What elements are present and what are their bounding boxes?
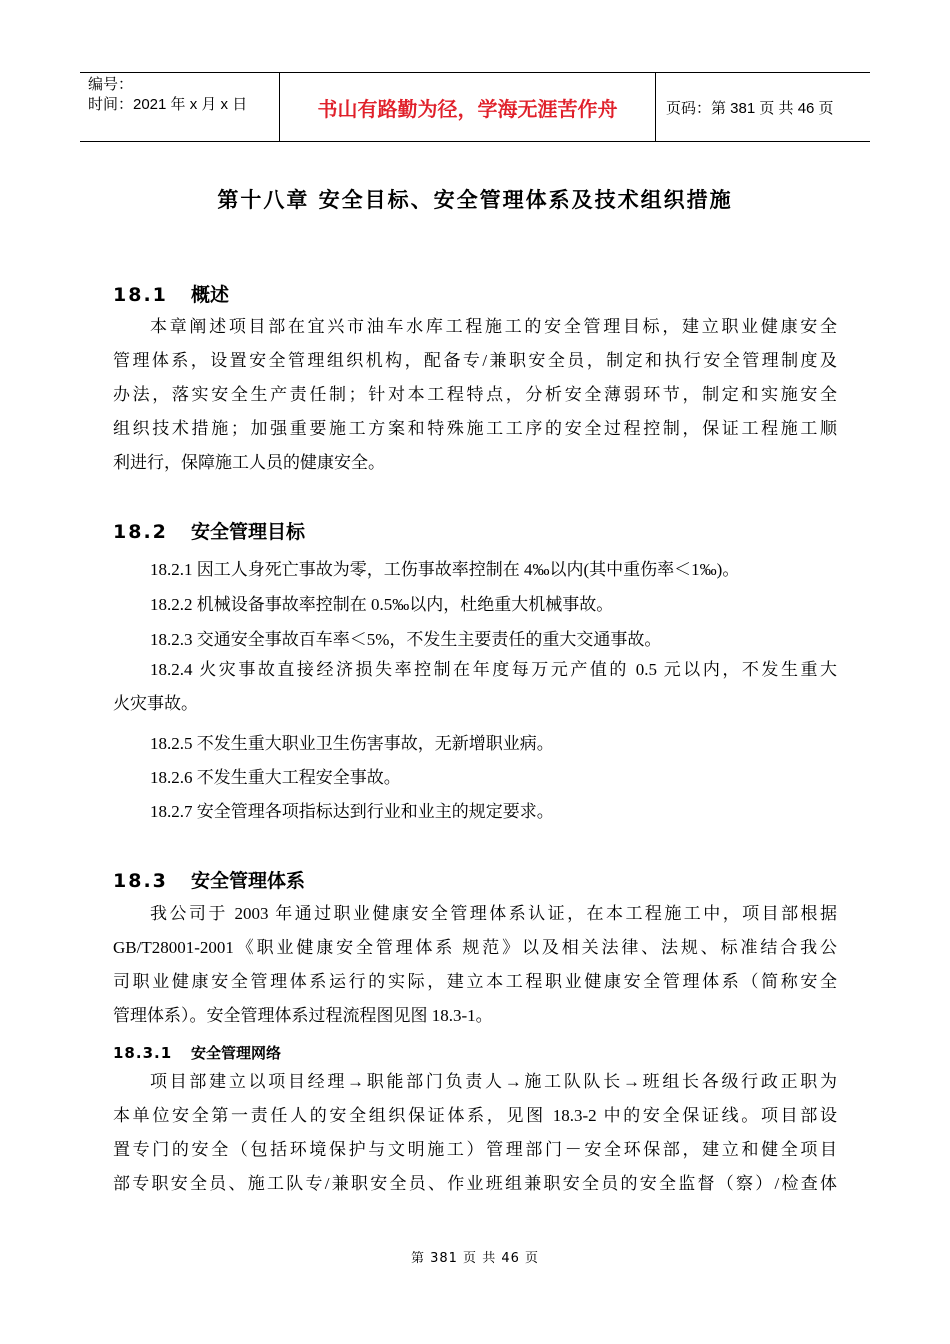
goal-item: 18.2.1 因工人身死亡事故为零，工伤事故率控制在 4‰以内(其中重伤率＜1‰)。 [150, 560, 740, 579]
time-label: 时间：2021 年 x 月 x 日 [88, 96, 248, 113]
section-heading-18-1 [113, 280, 229, 307]
number-label: 编号： [88, 76, 134, 93]
text-line: 项目部建立以项目经理→职能部门负责人→施工队队长→班组长各级行政正职为 [150, 1072, 837, 1091]
text-line: 火灾事故。 [113, 694, 198, 713]
text-line: 组织技术措施；加强重要施工方案和特殊施工工序的安全过程控制，保证工程施工顺 [113, 419, 837, 438]
text-line: 置专门的安全（包括环境保护与文明施工）管理部门－安全环保部，建立和健全项目 [113, 1140, 837, 1159]
section-title: 概述 [191, 284, 230, 306]
text-line: 18.2.4 火灾事故直接经济损失率控制在年度每万元产值的 0.5 元以内，不发生重大 [150, 660, 837, 679]
text-line: 本单位安全第一责任人的安全组织保证体系，见图 18.3-2 中的安全保证线。项目部设 [113, 1106, 837, 1125]
paragraph-network [113, 1065, 837, 1201]
section-number: 18.3 [113, 870, 168, 892]
header-motto: 书山有路勤为径，学海无涯苦作舟 [280, 73, 656, 141]
section-heading-18-2 [113, 517, 305, 544]
goal-item: 18.2.3 交通安全事故百车率＜5%，不发生主要责任的重大交通事故。 [150, 630, 662, 649]
text-line: 本章阐述项目部在宜兴市油车水库工程施工的安全管理目标，建立职业健康安全 [150, 317, 837, 336]
text-line: 利进行，保障施工人员的健康安全。 [113, 453, 385, 472]
paragraph-system [113, 897, 837, 1033]
text-line: 办法，落实安全生产责任制；针对本工程特点，分析安全薄弱环节，制定和实施安全 [113, 385, 837, 404]
header-meta [80, 73, 280, 141]
section-number: 18.2 [113, 521, 168, 543]
text-line: GB/T28001-2001《职业健康安全管理体系 规范》以及相关法律、法规、标准结合我公 [113, 938, 837, 957]
section-title: 安全管理目标 [191, 521, 306, 543]
section-title: 安全管理体系 [191, 870, 306, 892]
goal-item [113, 653, 837, 721]
text-line: 我公司于 2003 年通过职业健康安全管理体系认证，在本工程施工中，项目部根据 [150, 904, 837, 923]
section-number: 18.1 [113, 284, 168, 306]
section-title: 安全管理网络 [191, 1044, 282, 1062]
text-line: 管理体系）。安全管理体系过程流程图见图 18.3-1。 [113, 1006, 493, 1025]
goal-item: 18.2.5 不发生重大职业卫生伤害事故，无新增职业病。 [150, 734, 554, 753]
text-line: 司职业健康安全管理体系运行的实际，建立本工程职业健康安全管理体系（简称安全 [113, 972, 837, 991]
text-line: 管理体系，设置安全管理组织机构，配备专/兼职安全员，制定和执行安全管理制度及 [113, 351, 837, 370]
header-page-info: 页码：第 381 页 共 46 页 [666, 99, 834, 117]
text-line: 部专职安全员、施工队专/兼职安全员、作业班组兼职安全员的安全监督（察）/检查体 [113, 1174, 837, 1193]
page-header [80, 72, 870, 142]
goal-item: 18.2.7 安全管理各项指标达到行业和业主的规定要求。 [150, 802, 554, 821]
chapter-title: 第十八章 安全目标、安全管理体系及技术组织措施 [217, 188, 733, 212]
section-heading-18-3 [113, 866, 305, 893]
page-footer: 第 381 页 共 46 页 [410, 1251, 540, 1266]
subsection-heading-18-3-1 [113, 1042, 281, 1063]
section-number: 18.3.1 [113, 1044, 173, 1062]
paragraph-overview [113, 310, 837, 480]
goal-item: 18.2.2 机械设备事故率控制在 0.5‰以内，杜绝重大机械事故。 [150, 595, 614, 614]
goal-item: 18.2.6 不发生重大工程安全事故。 [150, 768, 401, 787]
